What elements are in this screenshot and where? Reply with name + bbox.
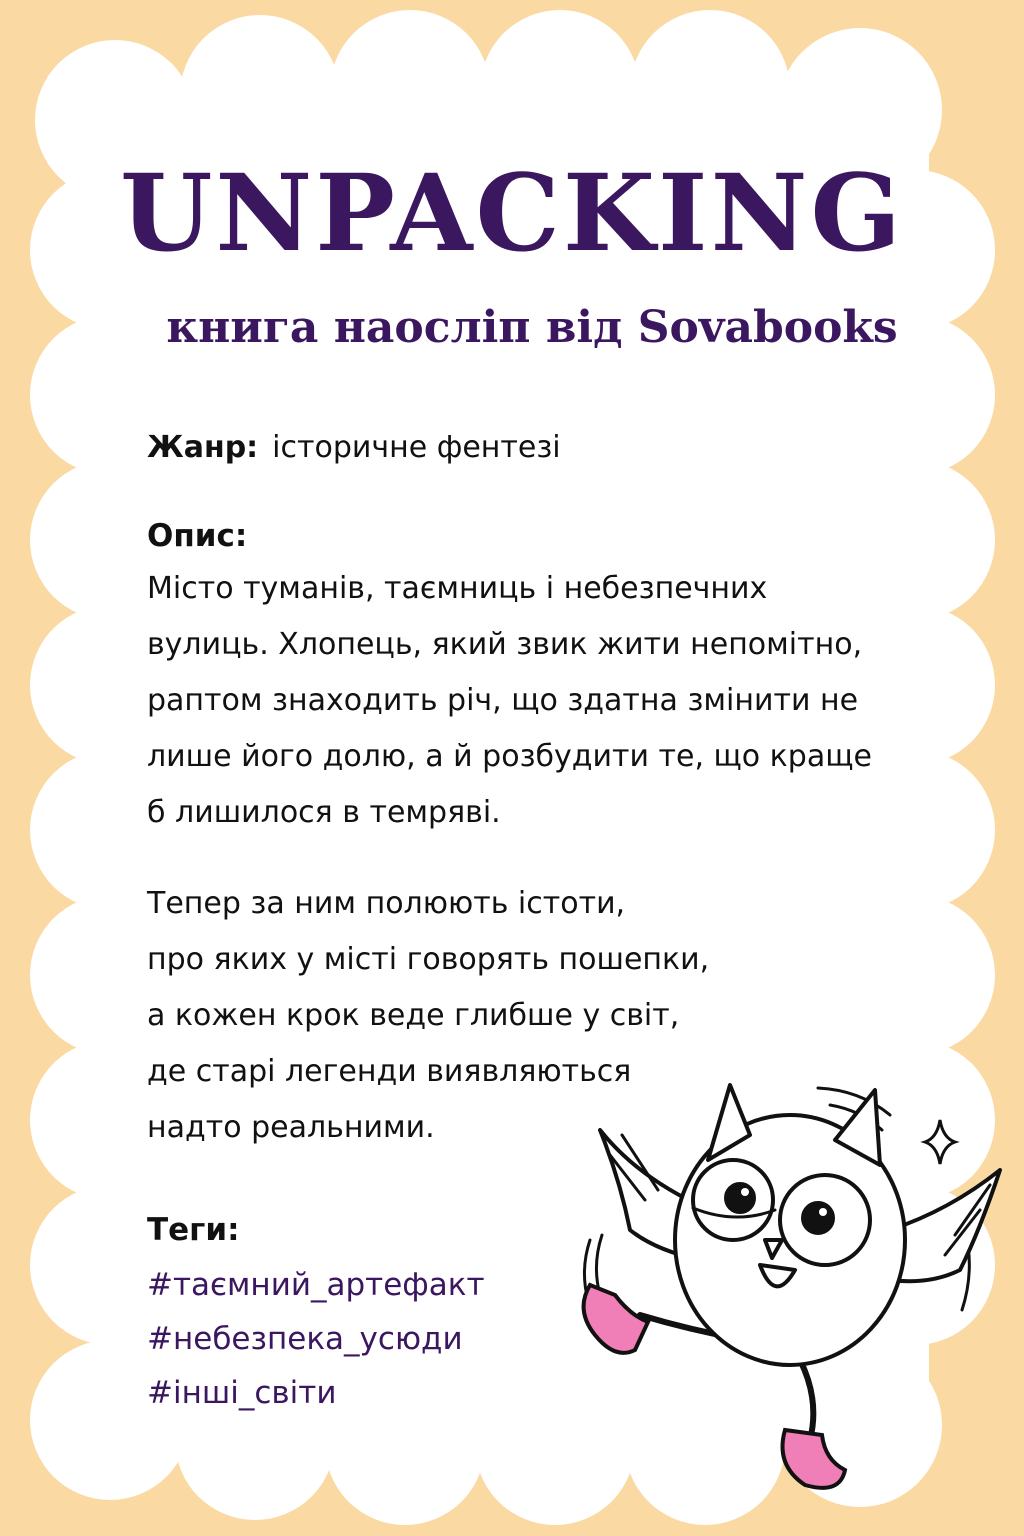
owl-mascot-illustration	[560, 1060, 1020, 1500]
description-paragraph-1: Місто туманів, таємниць і небезпечних вулиць. Хлопець, який звик жити непомітно, раптом знаходить річ, що здатна змінити не лише його долю, а й розбудити те, що краще б лишилося в темряві.	[147, 571, 872, 830]
genre-row	[147, 428, 561, 468]
genre-value: історичне фентезі	[272, 430, 561, 465]
tags-list	[147, 1258, 485, 1420]
genre-label: Жанр:	[147, 430, 259, 465]
tag-item: #таємний_артефакт	[147, 1267, 485, 1303]
description-paragraph-2: Тепер за ним полюють істоти, про яких у місті говорять пошепки, а кожен крок веде глибше у світ, де старі легенди виявляються надто реальними.	[147, 886, 710, 1145]
tag-item: #інші_світи	[147, 1375, 337, 1411]
tag-item: #небезпека_усюди	[147, 1321, 463, 1357]
page-subtitle: книга наосліп від Sovabooks	[166, 302, 898, 353]
page-title: UNPACKING	[119, 150, 905, 275]
sparkle-icon	[925, 1120, 955, 1164]
tags-label: Теги:	[147, 1212, 240, 1248]
description-label: Опис:	[147, 518, 248, 554]
